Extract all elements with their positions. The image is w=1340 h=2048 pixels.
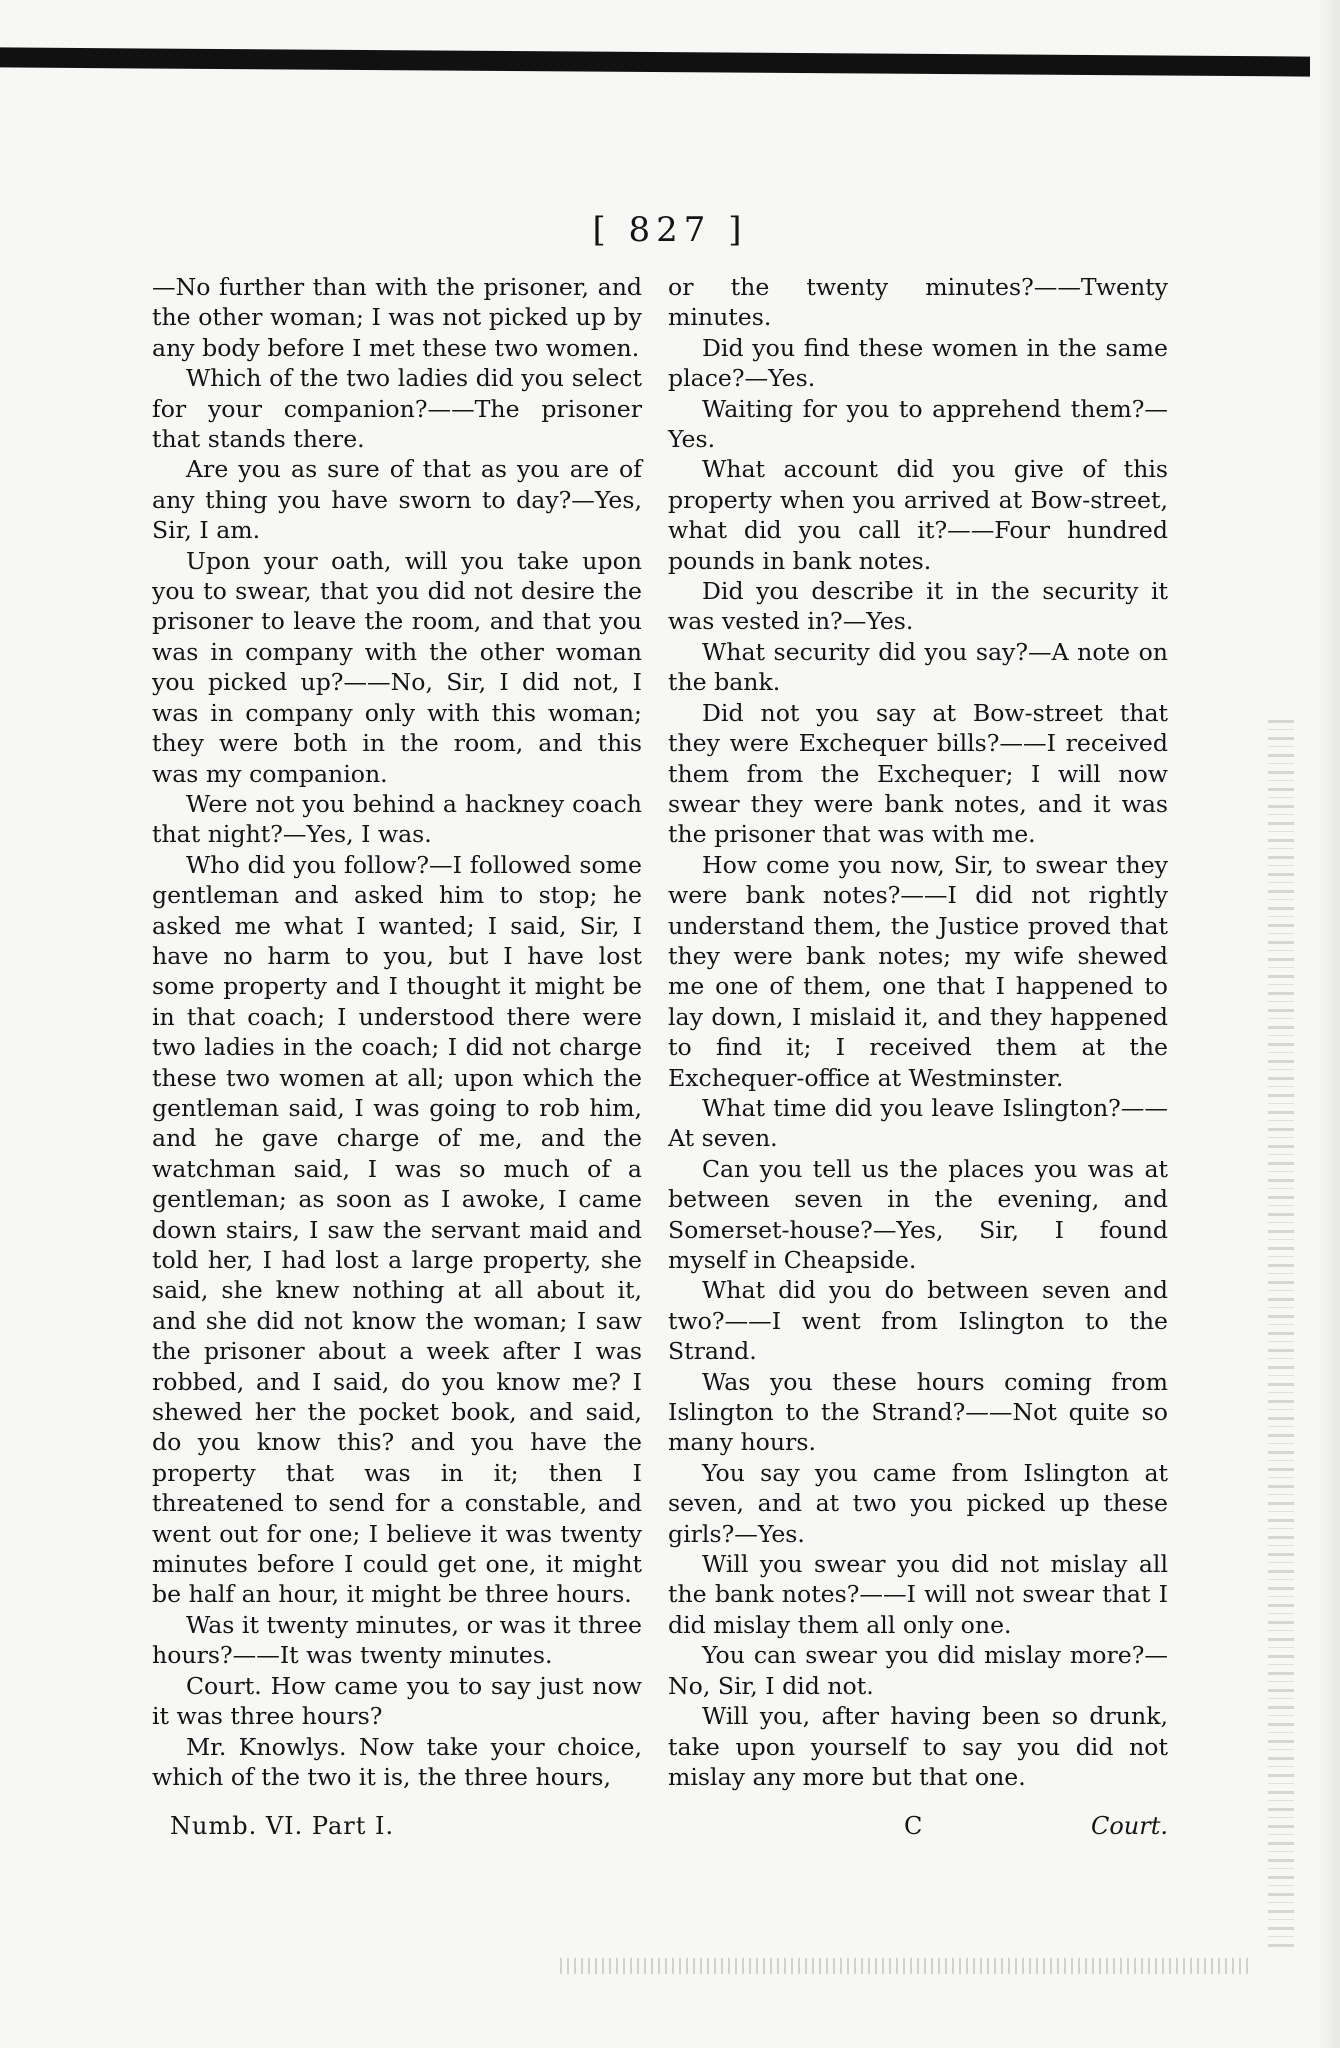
- paragraph: Upon your oath, will you take upon you to swear, that you did not desire the prisoner to leave the room, and that you was in company with the other woman you picked up?——No, Sir, I did not, I was in company only with this woman; they were both in the room, and this was my companion.: [152, 546, 642, 788]
- paragraph: Will you swear you did not mislay all the bank notes?——I will not swear that I did mislay them all only one.: [668, 1550, 1168, 1639]
- paragraph: Were not you behind a hackney coach that night?—Yes, I was.: [152, 789, 642, 849]
- left-column: [152, 272, 642, 1792]
- paragraph: Mr. Knowlys. Now take your choice, which of the two it is, the three hours,: [152, 1732, 642, 1791]
- page-number: [ 827 ]: [592, 210, 748, 250]
- paragraph: Which of the two ladies did you select for your companion?——The prisoner that stands there.: [152, 364, 642, 454]
- paragraph: Did you find these women in the same place?—Yes.: [668, 333, 1168, 393]
- paragraph: —No further than with the prisoner, and the other woman; I was not picked up by any body before I met these two women.: [152, 273, 642, 362]
- paragraph: Are you as sure of that as you are of any thing you have sworn to day?—Yes, Sir, I am.: [152, 455, 642, 545]
- paragraph: Who did you follow?—I followed some gentleman and asked him to stop; he asked me what I wanted; I said, Sir, I have no harm to you, but I have lost some property and I thought it might be in that coach; I understood there were two ladies in the coach; I did not charge these two women at all; upon which the gentleman said, I was going to rob him, and he gave charge of me, and the watchman said, I was so much of a gentleman; as soon as I awoke, I came down stairs, I saw the servant maid and told her, I had lost a large property, she said, she knew nothing at all about it, and she did not know the woman; I saw the prisoner about a week after I was robbed, and I said, do you know me? I shewed her the pocket book, and said, do you know this? and you have the property that was in it; then I threatened to send for a constable, and went out for one; I believe it was twenty minutes before I could get one, it might be half an hour, it might be three hours.: [152, 850, 642, 1609]
- paragraph: Did you describe it in the security it was vested in?—Yes.: [668, 577, 1168, 636]
- right-column: [668, 272, 1168, 1792]
- scan-noise: [1268, 720, 1294, 1950]
- paragraph: Court. How came you to say just now it was three hours?: [152, 1671, 642, 1731]
- catchword: Court.: [1090, 1812, 1168, 1840]
- paragraph: Can you tell us the places you was at between seven in the evening, and Somerset-house?—Yes, Sir, I found myself in Cheapside.: [668, 1154, 1168, 1274]
- paragraph: What security did you say?—A note on the bank.: [668, 637, 1168, 697]
- scan-edge: [1318, 0, 1340, 2048]
- paragraph: Waiting for you to apprehend them?—Yes.: [668, 394, 1168, 454]
- paragraph: What account did you give of this property when you arrived at Bow-street, what did you call it?——Four hundred pounds in bank notes.: [668, 455, 1168, 575]
- paragraph: Was you these hours coming from Islington to the Strand?——Not quite so many hours.: [668, 1367, 1168, 1457]
- scan-noise-bottom: [560, 1958, 1250, 1974]
- signature-mark: Numb. VI. Part I.: [170, 1812, 395, 1840]
- sheet-letter: C: [904, 1812, 923, 1840]
- paragraph: You say you came from Islington at seven, and at two you picked up these girls?—Yes.: [668, 1458, 1168, 1548]
- paragraph: Was it twenty minutes, or was it three hours?——It was twenty minutes.: [152, 1610, 642, 1670]
- paragraph: Did not you say at Bow-street that they were Exchequer bills?——I received them from the Exchequer; I will now swear they were bank notes, and it was the prisoner that was with me.: [668, 698, 1168, 849]
- paragraph: Will you, after having been so drunk, take upon yourself to say you did not mislay any more but that one.: [668, 1702, 1168, 1791]
- paragraph: or the twenty minutes?——Twenty minutes.: [668, 273, 1168, 332]
- paragraph: How come you now, Sir, to swear they were bank notes?——I did not rightly understand them, the Justice proved that they were bank notes; my wife shewed me one of them, one that I happened to lay down, I mislaid it, and they happened to find it; I received them at the Exchequer-office at Westminster.: [668, 850, 1168, 1092]
- paragraph: What time did you leave Islington?——At seven.: [668, 1093, 1168, 1153]
- paragraph: You can swear you did mislay more?—No, Sir, I did not.: [668, 1641, 1168, 1700]
- page-footer: [152, 1812, 1168, 1846]
- paragraph: What did you do between seven and two?——I went from Islington to the Strand.: [668, 1276, 1168, 1366]
- scan-border: [0, 47, 1310, 76]
